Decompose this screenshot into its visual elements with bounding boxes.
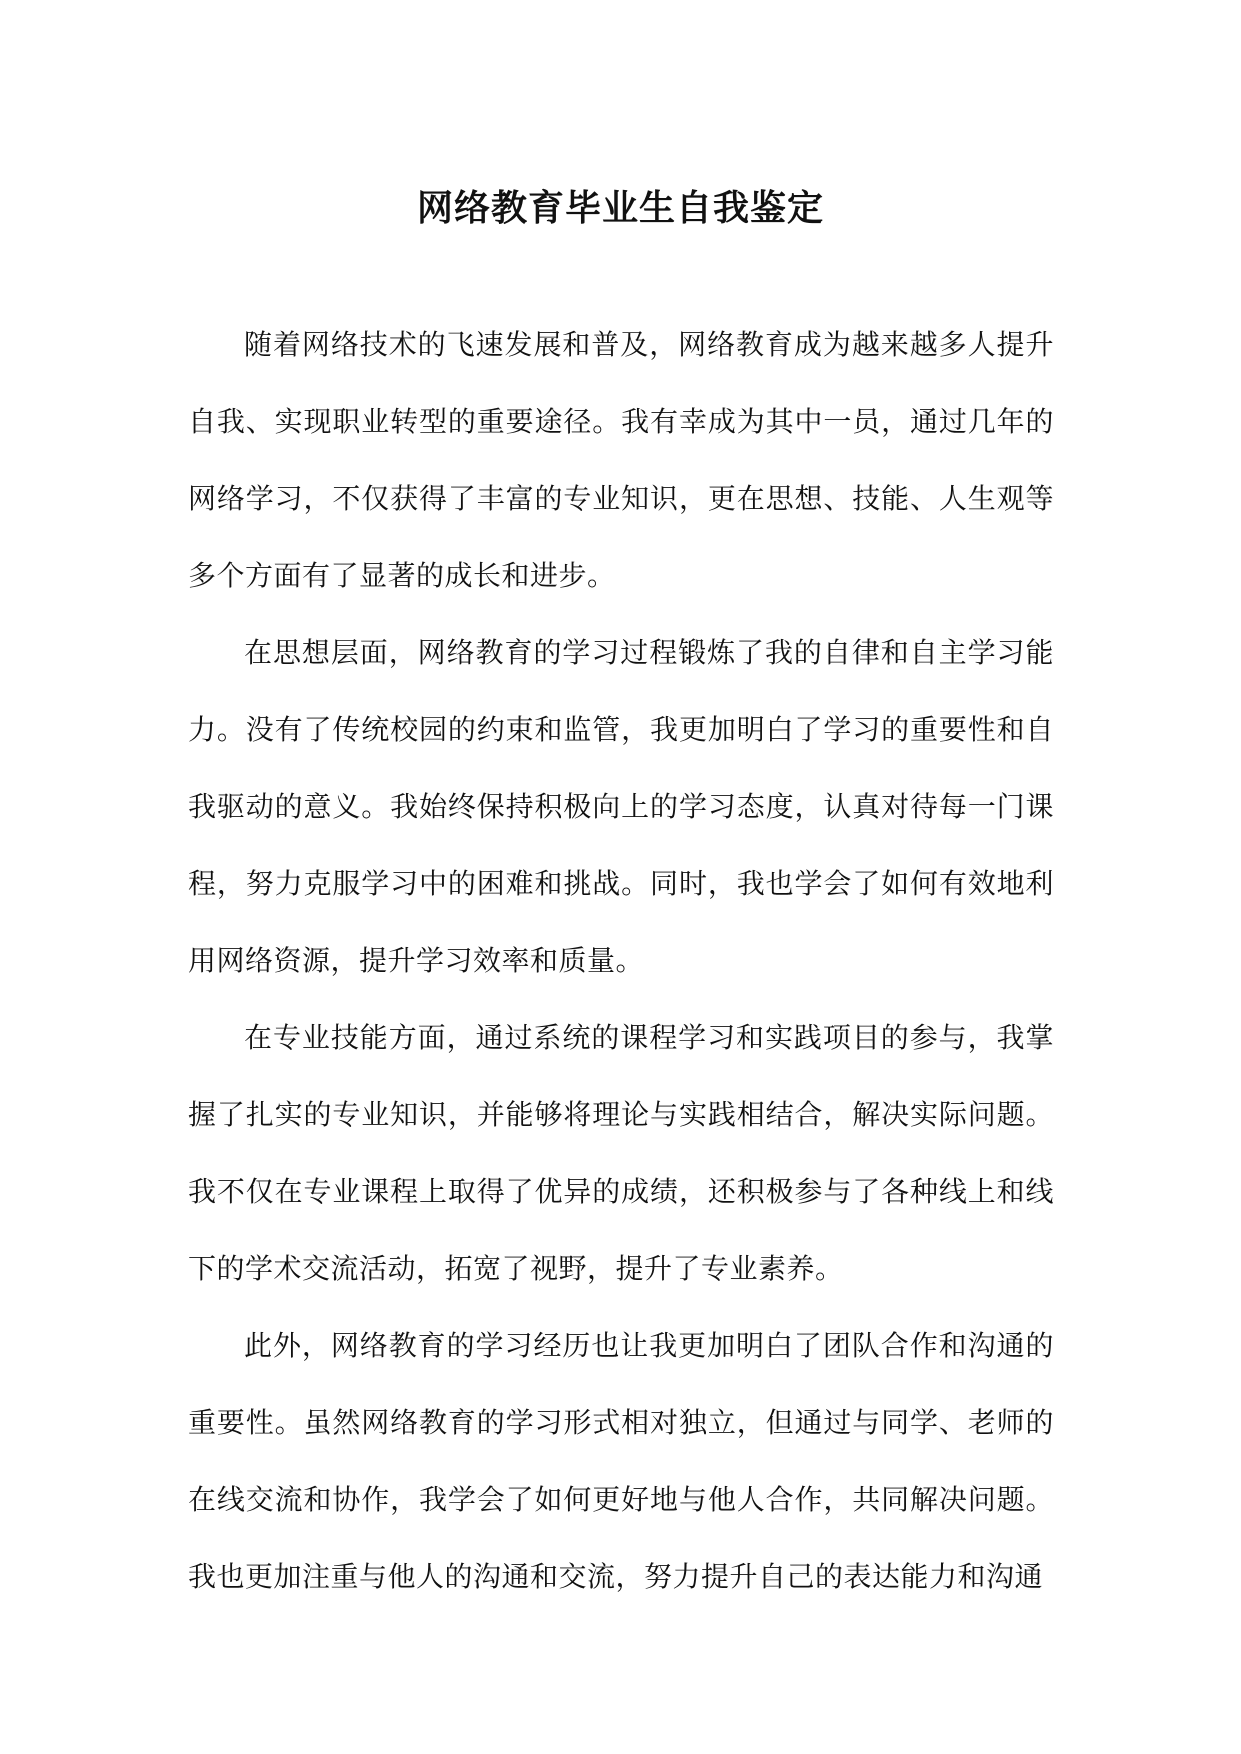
document-body xyxy=(188,306,1054,1615)
paragraph-3: 在专业技能方面，通过系统的课程学习和实践项目的参与，我掌握了扎实的专业知识，并能够将理论与实践相结合，解决实际问题。我不仅在专业课程上取得了优异的成绩，还积极参与了各种线上和线下的学术交流活动，拓宽了视野，提升了专业素养。 xyxy=(188,1021,1054,1285)
paragraph-4: 此外，网络教育的学习经历也让我更加明白了团队合作和沟通的重要性。虽然网络教育的学习形式相对独立，但通过与同学、老师的在线交流和协作，我学会了如何更好地与他人合作，共同解决问题。我也更加注重与他人的沟通和交流，努力提升自己的表达能力和沟通 xyxy=(188,1329,1054,1593)
paragraph-1: 随着网络技术的飞速发展和普及，网络教育成为越来越多人提升自我、实现职业转型的重要途径。我有幸成为其中一员，通过几年的网络学习，不仅获得了丰富的专业知识，更在思想、技能、人生观等多个方面有了显著的成长和进步。 xyxy=(188,328,1054,592)
document-title: 网络教育毕业生自我鉴定 xyxy=(416,187,824,229)
paragraph-2: 在思想层面，网络教育的学习过程锻炼了我的自律和自主学习能力。没有了传统校园的约束和监管，我更加明白了学习的重要性和自我驱动的意义。我始终保持积极向上的学习态度，认真对待每一门课程，努力克服学习中的困难和挑战。同时，我也学会了如何有效地利用网络资源，提升学习效率和质量。 xyxy=(188,636,1054,977)
